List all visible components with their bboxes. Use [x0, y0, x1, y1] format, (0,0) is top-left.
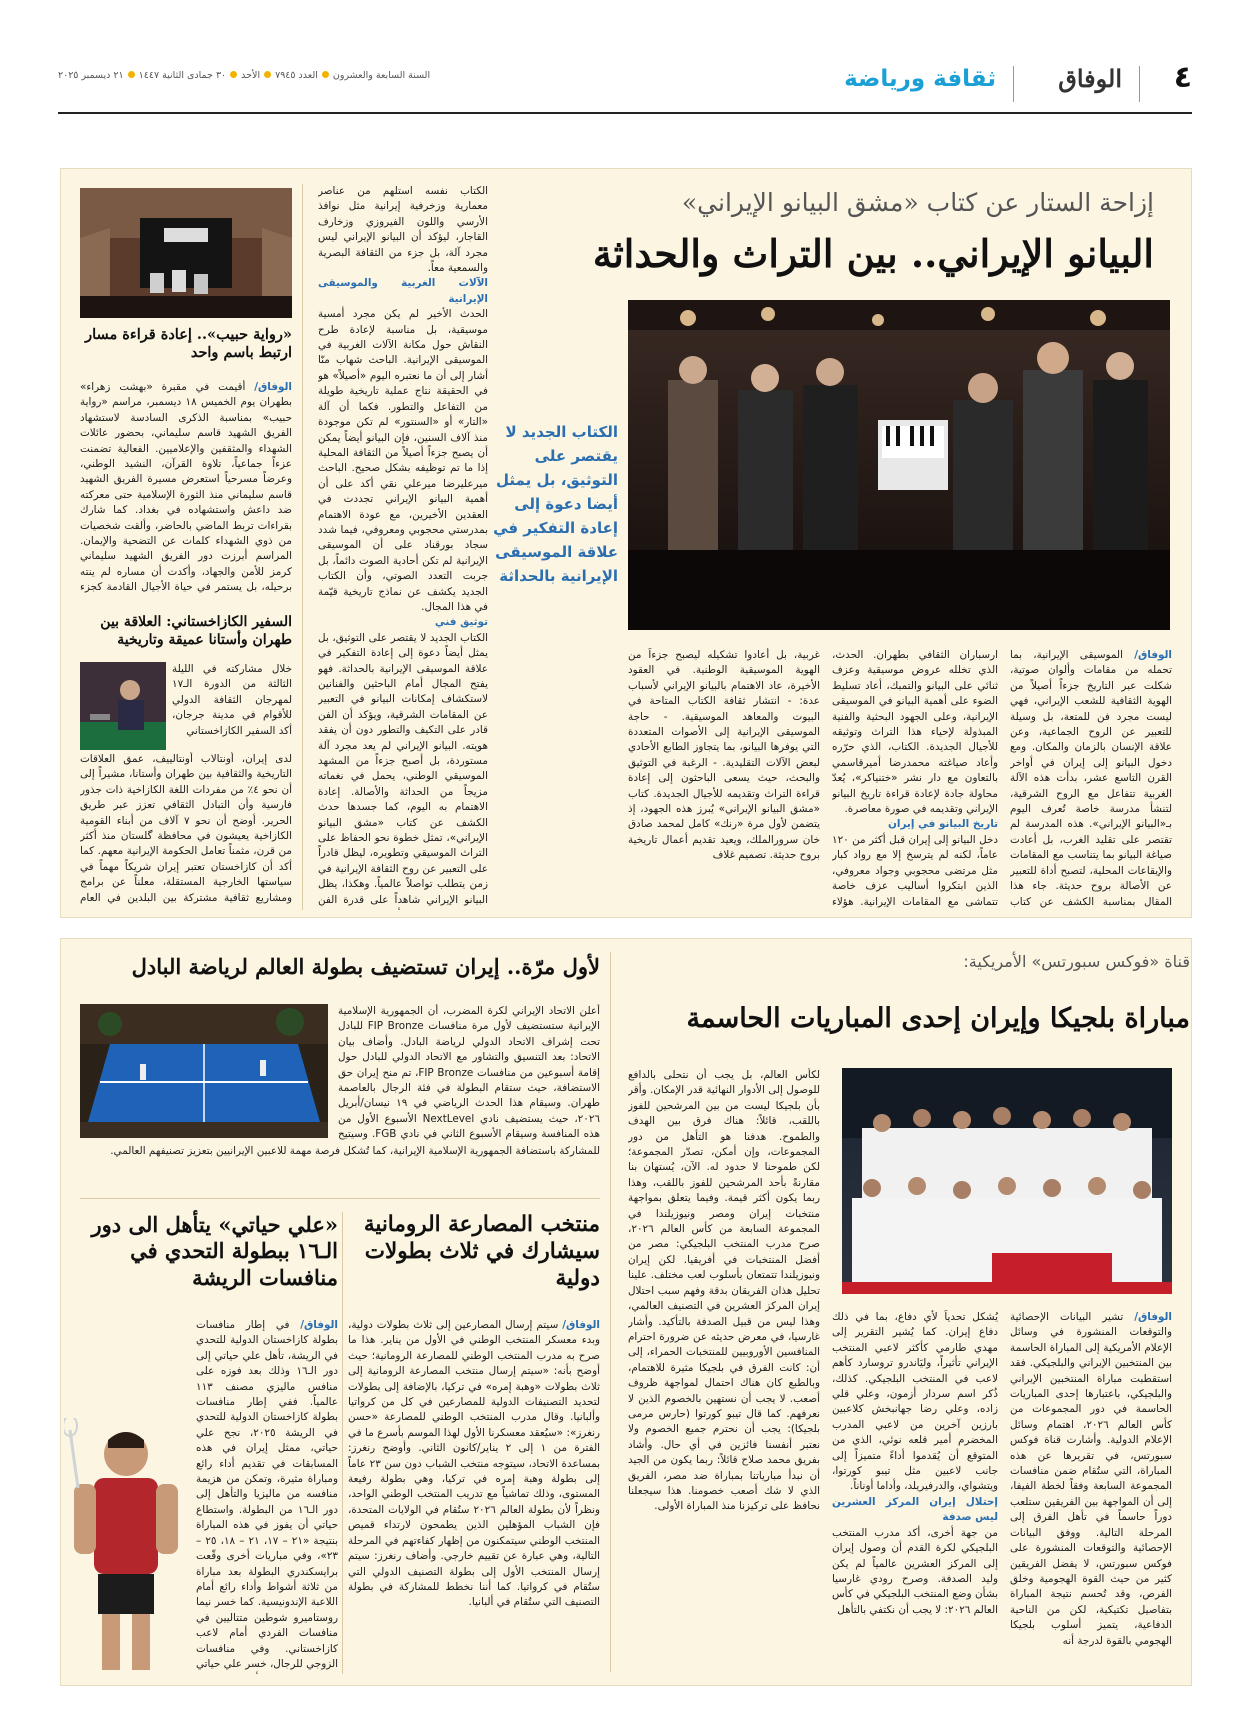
belgium-lead: الوفاق/	[1134, 1311, 1172, 1323]
belgium-col2-text: يُشكل تحدياً لأي دفاع، بما في ذلك دفاع إيران. كما يُشير التقرير إلى مهدي طارمي كأكثر لاعبي المنتخب الإيراني تأثيراً، وليَاندرو تروسارد كأهم لاعب في المنتخب البلجيكي. كذلك، ذُكر اسم سردار أزمون، وعلي قلي زاده، وعلي رضا جهانبخش كلاعبين بارزين آخرين من لاعبي المدرب المخضرم أمير قلعه نوئي، الذي من المتوقع أن يُقدموا أداءً متميزاً إلى جانب لاعبين مثل تيبو كورتوا، ويتشواي، والدرفيريلد، وأداما أوناناً.	[832, 1311, 998, 1493]
hijri-date: ٣٠ جمادى الثانية ١٤٤٧	[138, 70, 227, 81]
habib-lead: الوفاق/	[254, 381, 292, 393]
padel-body: أعلن الاتحاد الإيراني لكرة المضرب، أن الجمهورية الإسلامية الإيرانية ستستضيف لأول مرة منافسات FIP Bronze للبادل تحت إشراف الاتحاد الدولي لرياضة البادل. وأضاف بيان الاتحاد: بعد التنسيق والتشاور مع الاتحاد الدولي للبادل حول إقامة أسبوعين من منافسات FIP Bronze، تم منح إيران حق الاستضافة، حيث ستقام البطولة في فئة الرجال بالعاصمة طهران. وسيقام هذا الحدث الرياضي في ١٩ نيسان/أبريل ٢٠٢٦، حيث يستضيف نادي NextLevel الأسبوع الأول من هذه المنافسة وسيقام الأسبوع الثاني في نادي FGB. وسيتيح	[338, 1005, 600, 1140]
piano-ceremony-photo	[628, 300, 1170, 630]
piano-col2b-text: دخل البيانو إلى إيران قبل أكثر من ١٢٠ عاماً، لكنه لم يترسخ إلا مع رواد كبار مثل مرتضى محجوبي وجواد معروفي، الذين ابتكروا أساليب عزف خاصة تتماشى مع المقامات الإيرانية. هؤلاء	[832, 833, 998, 908]
piano-col4a-text: الكتاب نفسه استلهم من عناصر معمارية وزخرفية إيرانية مثل نوافذ الأرسي واللون الفيروزي وزخارف القاجار، ليؤكد أن البيانو الإيراني ليس مجرد آلة، بل جزء من الثقافة البصرية والسمعية معاً.	[318, 185, 488, 275]
romania-text: سيتم إرسال المصارعين إلى ثلاث بطولات دولية، وبدء معسكر المنتخب الوطني في الأول من يناير. هذا ما صرح به مدرب المنتخب الوطني للمصارعة الرومانية؛ حيث أوضح بأنه: «سيتم إرسال منتخب المصارعة الرومانية إلى ثلاث بطولات «وهبة إمره» في تركيا، بالإضافة إلى بطولات لتحديد التصنيفات الدولية للمصارعين في كل من كرواتيا وألبانيا. وقال مدرب المنتخب الوطني للمصارعة «حسن رنغرز»: «سيُعقد معسكرنا الأول لهذا الموسم بأسرع ما في الفترة من ١ إلى ٢ يناير/كانون الثاني. وأوضح رنغرز: بمساعدة الاتحاد، سيتوجه منتخب الشباب دون سن ٢٣ عاماً إلى بطولة وهبة إمره في تركيا، وهي بطولة رفيعة المستوى، وذلك تماشياً مع تدريب المنتخب الوطني الواحد، ونظراً لأن بطولة العالم ٢٠٢٦ ستُقام في الولايات المتحدة، فإن الشباب المؤهلين الذين يطمحون لارتداء قميص المنتخب الوطني سيتمكنون من إظهار كفاءتهم في المرحلة التالية، وهي عبارة عن تقييم خارجي. وأضاف رنغرز: سيتم إرسال المنتخب الأول إلى بطولة التصنيف الدولي التي ستُقام في كرواتيا. كما أننا نخطط للمشاركة في بطولة التصنيف التي ستُقام في ألبانيا.	[348, 1319, 600, 1609]
piano-column-2	[832, 648, 998, 910]
belgium-col3-text: لكأس العالم، بل يجب أن نتحلى بالدافع للوصول إلى الأدوار النهائية قدر الإمكان. وأقر بأن بلجيكا ليست من بين المرشحين للفوز باللقب، قائلاً: هناك فرق بين الهدف والطموح. هدفنا هو التأهل من دور المجموعات، وإن أمكن، تصدّر المجموعة؛ لكن طموحنا لا حدود له. الآن، يُستهان بنا مقارنةً بأحد المرشحين للفوز باللقب، وهذا ربما يكون أكثر قيمة. وفيما يتعلق بمواجهة منتخبات إيران ومصر ونيوزيلندا في المجموعة السابعة من كأس العالم ٢٠٢٦، صرح مدرب المنتخب البلجيكي: مصر من أفضل المنتخبات في أفريقيا. لكن إيران ونيوزيلندا تتمتعان بأسلوب لعب مختلف. علينا تحليل هذان الفريقان بدقة وفهم سبب احتلال إيران المركز العشرين في التصنيف العالمي، وهذا ليس من قبيل الصدفة بالتأكيد. وأشار غارسيا، في معرض حديثه عن ضرورة احترام المنافسين الأوروبيين للمنتخبات الحمراء، إلى أن: كانت الفرق في بلجيكا مثيرة للاهتمام، وبالطبع كان هناك احتمال لمواجهة ظروف أصعب. لا يجب أن نستهين بالخصوم الذين لا نعرفهم. كما قال تيبو كورتوا (حارس مرمى بلجيكا): يجب أن نحترم جميع الخصوم ولا نعتبر أنفسنا فائزين في أي حال. وأشاد بفريق محمد صلاح قائلاً: ربما يكون من الجيد أن نبدأ مبارياتنا بمباراة ضد مصر، الفريق الذي لا شك أصعب خصومنا. هذا سيجعلنا نحافظ على تركيزنا منذ المباراة الأولى.	[628, 1069, 820, 1513]
kazakh-headline: السفير الكازاخستاني: العلاقة بين طهران وأستانا عميقة وتاريخية	[100, 614, 292, 648]
belgium-column-1	[1010, 1310, 1172, 1674]
romania-headline: منتخب المصارعة الرومانية سيشارك في ثلاث بطولات دولية	[363, 1212, 600, 1291]
hayati-headline: «علي حياتي» يتأهل الى دور الـ١٦ ببطولة التحدي في منافسات الريشة	[91, 1212, 338, 1290]
issue-info	[58, 70, 430, 81]
section-title: ثقافة ورياضة	[844, 66, 996, 92]
piano-lead: الوفاق/	[1134, 649, 1172, 661]
piano-subhead-history: تاريخ البيانو في إيران	[888, 818, 998, 831]
belgium-column-2	[832, 1310, 998, 1674]
piano-col2-text: ارسباران الثقافي بطهران. الحدث، الذي تخلله عروض موسيقية وعزف ثنائي على البيانو والتمبك، أعاد تسليط الضوء على أهمية البيانو في الموسيقى الإيرانية، وعلى الجهود البحثية والفنية المبذولة لإحياء هذا التراث وتوثيقه للأجيال الجديدة. الكتاب، الذي حرّره وأعاد صياغته محمدرضا أميرقاسمي بالتعاون مع دار نشر «ختنياكر»، يُعدّ محاولة جادة لإعادة قراءة تاريخ البيانو الإيراني وتقديمه في صورة معاصرة.	[832, 649, 998, 816]
romania-lead: الوفاق/	[562, 1319, 600, 1331]
piano-col4c-text: الكتاب الجديد لا يقتصر على التوثيق، بل يمثل أيضاً دعوة إلى إعادة التفكير في علاقة الموسيقى الإيرانية بالحداثة. فهو يفتح المجال أمام الباحثين والفنانين لاستكشاف إمكانات البيانو في التعبير عن المقامات الشرقية، ويؤكد أن الفن قادر على التكيف والتطور دون أن يفقد هويته. البيانو الإيراني لم يعد مجرد آلة مستوردة، بل أصبح جزءاً من المشهد الموسيقي الوطني، يحمل في نغماته مزيجاً من الحداثة والأصالة. إعادة الاهتمام به اليوم، كما جسدها حدث الكشف عن كتاب «مشق البيانو الإيراني»، تمثل خطوة نحو الحفاظ على التراث الموسيقي وتطويره، ليظل قادراً على التعبير عن روح الثقافة الإيرانية في زمن يتطلب تواصلاً عالمياً. وهكذا، يظل البيانو الإيراني شاهداً على قدرة الفن	[318, 631, 488, 906]
belgium-col2b-text: من جهة أخرى، أكد مدرب المنتخب البلجيكي لكرة القدم أن وصول إيران إلى المركز العشرين عالمياً لم يكن وليد الصدفة. وصرح رودي غارسيا بشأن وضع المنتخب البلجيكي في كأس العالم ٢٠٢٦: لا يجب أن نكتفي بالتأهل	[832, 1526, 998, 1616]
column-rule	[610, 952, 611, 1672]
padel-headline: لأول مرّة.. إيران تستضيف بطولة العالم لرياضة البادل	[131, 954, 600, 979]
habib-body	[80, 380, 292, 594]
gregorian-date: ٢١ ديسمبر ٢٠٢٥	[58, 70, 124, 81]
hayati-lead: الوفاق/	[300, 1319, 338, 1331]
masthead	[58, 60, 1192, 120]
padel-body-end: للمشاركة باستضافة الجمهورية الإسلامية الإيرانية، كما تُشكل فرصة مهمة للاعبين الإيرانيين بتعزيز تصنيفهم العالمي.	[110, 1145, 600, 1157]
habib-headline: «رواية حبيب».. إعادة قراءة مسار ارتبط باسم واحد	[85, 326, 292, 362]
hayati-text: في إطار منافسات بطولة كازاخستان الدولية للتحدي في الريشة، تأهل علي حياتي إلى دور الـ١٦ وذلك بعد فوزه على منافس ماليزي مصنف ١١٣ عالمياً. ففي إطار منافسات بطولة كازاخستان الدولية للتحدي في الريشة ٢٠٢٥، نجح علي حياتي، ممثل إيران في هذه المسابقات في تقديم أداء رائع ومباراة مثيرة، وتمكن من هزيمة منافسه من ماليزيا والتأهل إلى دور الـ١٦ من البطولة. واستطاع حياتي أن يفوز في هذه المباراة بنتيجة «٢١ – ١٧، ٢١ – ١٨، ٢٥ – ٢٣»، وفي مباريات أخرى وقّعت برايسكندري البطولة بعد مباراة من ثلاثة أشواط وأداء رائع أمام اللاعبة الإندونيسية. كما خسر نيما روستاميرو شوطين متتاليين في منافسات الفردي أمام لاعب كازاخستاني. وفي منافسات الزوجي للرجال، خسر علي حياتي	[196, 1319, 338, 1670]
piano-column-4	[318, 184, 488, 910]
bullet-icon	[264, 71, 271, 78]
kazakh-body-top: خلال مشاركته في الليلة الثالثة من الدورة الـ١٧ لمهرجان الثقافة الدولي للأقوام في مدينة جرجان، أكد السفير الكازاخستاني	[172, 663, 292, 737]
piano-pullquote: الكتاب الجديد لا يقتصر على التوثيق، بل يمثل أيضا دعوة إلى إعادة التفكير في علاقة الموسيقى الإيرانية بالحداثة	[493, 423, 618, 585]
bullet-icon	[128, 71, 135, 78]
horizontal-rule	[80, 1198, 600, 1199]
belgium-col1-text: تشير البيانات الإحصائية والتوقعات المنشورة في وسائل الإعلام الأمريكية إلى المباراة الحاسمة بين المنتخبين الإيراني والبلجيكي. فقد استقطبت مباراة المنتخبين الإيراني والبلجيكي، باعتبارها إحدى المباريات الحاسمة في دور المجموعات من كأس العالم ٢٠٢٦، اهتمام وسائل الإعلام الدولية. وأشارت قناة فوكس سبورتس، في تقريرها عن هذه المباراة، التي ستُقام ضمن منافسات المجموعة السابعة وفقاً لخطة الفيفا، إلى أن المواجهة بين الفريقين ستلعب دوراً حاسماً في تأهل الفرق إلى المرحلة التالية. ووفق البيانات الإحصائية والتوقعات المنشورة على فوكس سبورتس، لا يفضل الفريقين كثير من حيث القوة الهجومية وخلق الفرص، وقد تُحسم نتيجة المباراة بتفاصيل تكتيكية، لكن من الناحية الدفاعية، يتميز أسلوب بلجيكا الهجومي بالقوة لدرجة أنه	[1010, 1311, 1172, 1647]
hayati-body	[196, 1318, 338, 1674]
piano-column-3	[628, 648, 820, 910]
section-divider	[1139, 66, 1140, 102]
bullet-icon	[230, 71, 237, 78]
belgium-column-3	[628, 1068, 820, 1674]
badminton-player-photo	[64, 1418, 188, 1674]
piano-subhead-western: الآلات الغربية والموسيقى الإيرانية	[318, 277, 488, 305]
issue-label: العدد ٧٩٤٥	[275, 70, 318, 81]
piano-column-1	[1010, 648, 1172, 910]
kazakh-ambassador-photo	[80, 662, 166, 750]
piano-subhead-documentation: توثيق فني	[434, 616, 488, 629]
day-label: الأحد	[241, 70, 261, 81]
year-label: السنة السابعة والعشرون	[332, 70, 431, 81]
bullet-icon	[322, 71, 329, 78]
piano-headline: البيانو الإيراني.. بين التراث والحداثة	[592, 231, 1154, 276]
belgium-kicker: قناة «فوكس سبورتس» الأمريكية:	[963, 952, 1190, 971]
iran-team-photo	[842, 1068, 1172, 1294]
romania-body	[348, 1318, 600, 1674]
habib-ceremony-photo	[80, 188, 292, 318]
piano-col1-text: الموسيقى الإيرانية، بما تحمله من مقامات وألوان صوتية، شكلت عبر التاريخ جزءاً أصيلاً من الهوية الثقافية للشعب الإيراني، فهي ليست مجرد فن للمتعة، بل وسيلة للتعبير عن الروح الجماعية، وعن علاقة الإنسان بالزمان والمكان. ومع دخول البيانو إلى إيران في أواخر القرن التاسع عشر، بدأت هذه الآلة الغربية تتفاعل مع الروح الشرقية، لتنشأ مدرسة خاصة تُعرف اليوم بـ«البيانو الإيراني». هذه المدرسة لم تقتصر على تقليد الغرب، بل أعادت صياغة البيانو بما يتناسب مع المقامات والإيقاعات المحلية، لتصبح أداة للتعبير عن الأصالة بروح حديثة. جاء هذا المقال بمناسبة الكشف عن كتاب	[1010, 649, 1172, 908]
masthead-logo: الوفاق	[1058, 64, 1122, 93]
piano-kicker: إزاحة الستار عن كتاب «مشق البيانو الإيراني»	[681, 188, 1154, 217]
column-rule	[342, 1212, 343, 1674]
belgium-headline: مباراة بلجيكا وإيران إحدى المباريات الحاسمة	[686, 1003, 1190, 1034]
section-divider	[1013, 66, 1014, 102]
habib-text: أقيمت في مقبرة «بهشت زهراء» بطهران يوم الخميس ١٨ ديسمبر، مراسم «رواية حبيب» بمناسبة الذكرى السادسة لاستشهاد الفريق الشهيد قاسم سليماني، بحضور عائلات الشهداء والمثقفين والإعلاميين. الفعالية تضمنت عزءاً جماعياً، تلاوة القرآن، النشيد الوطني، وعرضاً مسرحياً استعرض مسيرة الفريق الشهيد قاسم سليماني منذ الثورة الإسلامية حتى معركته ضد داعش واستشهاده في بغداد. كما شارك بقراءات تربط الماضي بالحاضر، وألقت شخصيات من ذوي الشهداء كلمات عن التضحية والإيمان. المراسم أبرزت دور الفريق الشهيد سليماني كرمز للأمن والجهاد، وأكدت أن مساره لم ينته برحيله، بل يستمر في حياة الأجيال القادمة كجزء	[80, 381, 292, 594]
piano-col4b-text: الحدث الأخير لم يكن مجرد أمسية موسيقية، بل مناسبة لإعادة طرح النقاش حول مكانة الآلات الغربية في الموسيقى الإيرانية. الباحث شهاب منّا أشار إلى أن ما نعتبره اليوم «أصيلاً» هو في الحقيقة نتاج عملية تاريخية طويلة من التفاعل والتطور. فكما أن آلة «التار» أو «السنتور» لم تكن موجودة منذ آلاف السنين، فإن البيانو أيضاً يمكن أن يصبح جزءاً أصيلاً من الثقافة المحلية إذا ما تم توظيفه بشكل صحيح. الباحث ميرعلیرضا ميرعلي نقي أكد على أن أهمية البيانو الإيراني تجددت في العقدين الأخيرين، مع عودة الاهتمام بمدرستي محجوبي ومعروفي، فيما شدد سجاد بورقناد على أن الموسيقى الإيرانية لم تكن أحادية الصوت دائماً، بل جربت التعدد الصوتي، وأن الكتاب الجديد يكشف عن نماذج تاريخية قيّمة في هذا المجال.	[318, 308, 488, 613]
belgium-subhead: إحتلال إيران المركز العشرين ليس صدفة	[832, 1495, 998, 1524]
piano-col3-text: غربية، بل أعادوا تشكيله ليصبح جزءاً من الهوية الموسيقية الوطنية. في العقود الأخيرة، عاد الاهتمام بالبيانو الإيراني لأسباب عدة: - انتشار ثقافة الكتاب المتاحة في البيوت والمعاهد الموسيقية. - حاجة الموسيقى الإيرانية إلى الأصوات المتعددة التي يوفرها البيانو، بما يتجاوز الطابع الأحادي لبعض الآلات التقليدية. - الرغبة في التوثيق والبحث، حيث يسعى الباحثون إلى إعادة قراءة التراث وتقديمه للأجيال الجديدة. كتاب «مشق البيانو الإيراني» يُبرز هذه الجهود، إذ يتضمن لأول مرة «رنك» كامل لمحمد صادق خان سرورالملك، ويعيد تقديم أعمال تاريخية بروح حديثة. تصميم غلاف	[628, 649, 820, 862]
kazakh-body: لدى إيران، أونتالاب أونتالييف، عمق العلاقات التاريخية والثقافية بين طهران وأستانا، مشيراً إلى أن نحو ٤٪ من مفردات اللغة الكازاخية ذات جذور فارسية وأن التبادل الثقافي تعزز عبر طريق الحرير. أوضح أن نحو ٧ آلاف من أبناء القومية الكازاخية يعيشون في محافظة گلستان منذ أكثر من قرن، مثمناً تعامل الحكومة الإيرانية معهم. كما أكد أن كازاخستان تعتبر إيران شريكاً مهماً في سياستها الخارجية المستقلة، معلناً عن برامج ومشاريع ثقافية مشتركة بين البلدين في العام	[80, 753, 292, 904]
masthead-rule	[58, 112, 1192, 114]
padel-court-photo	[80, 1004, 328, 1138]
column-rule	[302, 184, 303, 910]
page-number: ٤	[1173, 60, 1192, 95]
